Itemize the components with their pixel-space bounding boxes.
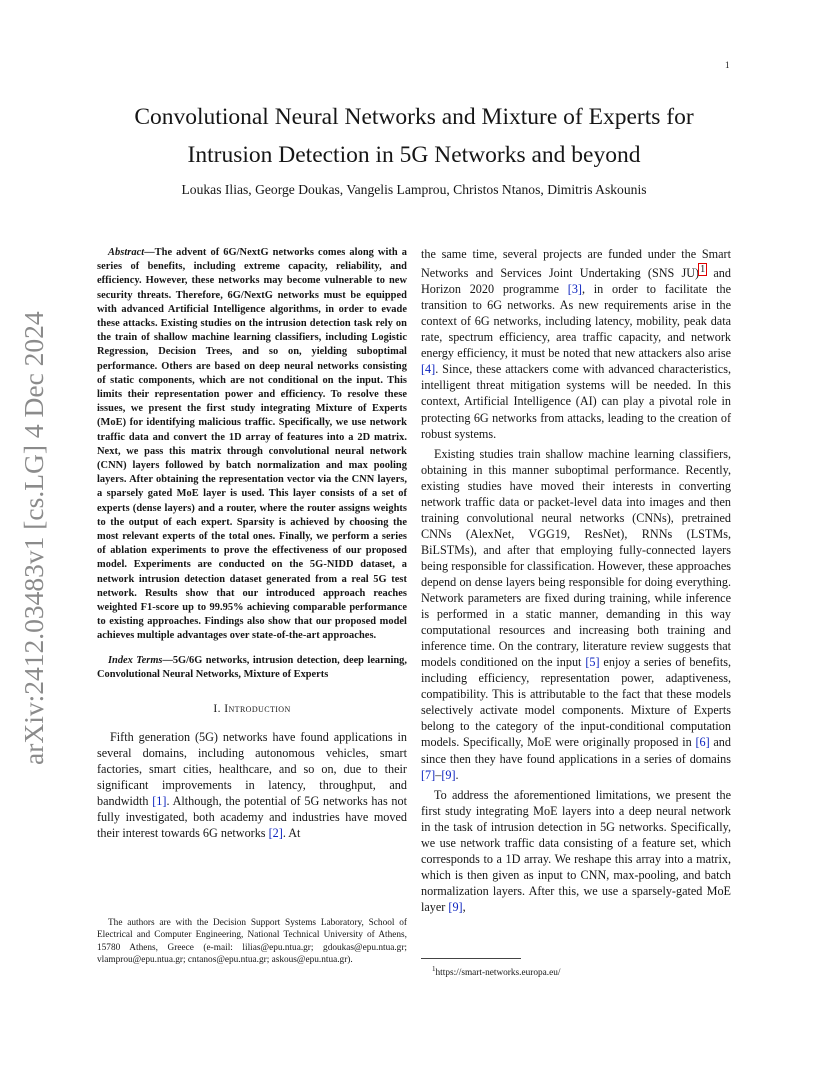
- abstract: [97, 246, 407, 644]
- citation-link[interactable]: [7]: [421, 767, 436, 782]
- author-list: Loukas Ilias, George Doukas, Vangelis Lamprou, Christos Ntanos, Dimitris Askounis: [181, 182, 647, 197]
- footnote-divider: [421, 958, 521, 959]
- title-line-1: Convolutional Neural Networks and Mixture of Experts for: [134, 104, 694, 130]
- footnote-url[interactable]: https://smart-networks.europa.eu/: [435, 968, 561, 979]
- right-column: [421, 246, 731, 915]
- citation-range-dash: –: [435, 767, 442, 782]
- citation-link[interactable]: [1]: [152, 794, 167, 809]
- citation-link[interactable]: [9]: [441, 767, 456, 782]
- index-terms: [97, 654, 407, 682]
- intro-text: and Horizon 2020 programme: [421, 266, 731, 297]
- intro-text: and since then they have found applications in a series of domains: [421, 735, 731, 766]
- abstract-text: —The advent of 6G/NextG networks comes along with a series of benefits, including extreme capacity, reliability, and efficiency. However, these networks may become vulnerable to new security threats. Therefore, 6G/NextG networks must be equipped with advanced Artificial Intelligence algorithms, in order to evade these attacks. Existing studies on the intrusion detection task rely on the train of shallow machine learning classifiers, including Logistic Regression, Decision Trees, and so on, yielding suboptimal performance. Others are based on deep neural networks consisting of static components, which are not conditional on the input. This limits their representation power and efficiency. To resolve these issues, we present the first study integrating Mixture of Experts (MoE) for identifying malicious traffic. Specifically, we use network traffic data and convert the 1D array of features into a 2D matrix. Next, we pass this matrix through convolutional neural network (CNN) layers followed by batch normalization and max pooling layers. After obtaining the representation vector via the CNN layers, a sparsely gated MoE layer is used. This layer consists of a set of experts (dense layers) and a router, where the router assigns weights to the output of each expert. Sparsity is achieved by choosing the most relevant experts of the total ones. Finally, we perform a series of ablation experiments to prove the effectiveness of our proposed model. Experiments are conducted on the 5G-NIDD dataset, a network intrusion detection dataset generated from a real 5G test network. Results show that our introduced approach reaches weighted F1-score up to 99.95% achieving comparable performance to existing approaches. Findings also show that our proposed model achieves multiple advantages over state-of-the-art approaches.: [97, 247, 407, 642]
- intro-text: . Although, the potential of 5G networks has not fully investigated, both academy and industries have moved their interest towards 6G networks: [97, 794, 408, 841]
- intro-text: . At: [282, 826, 301, 841]
- section-heading-introduction: [97, 702, 407, 715]
- title-line-2: Intrusion Detection in 5G Networks and beyond: [187, 142, 641, 168]
- section-number: I.: [213, 702, 221, 716]
- intro-text: enjoy a series of benefits, including efficiency, representation power, adaptiveness, compatibility. This is attributable to the fact that these models selectively activate model components. Mixture of Experts belong to the category of the input-conditional computation models. Specifically, MoE were originally proposed in: [421, 655, 731, 750]
- index-terms-label: Index Terms: [108, 654, 163, 666]
- intro-text: ,: [462, 899, 466, 914]
- intro-text: the same time, several projects are funded under the Smart Networks and Services Joint Undertaking (SNS JU): [421, 247, 731, 281]
- arxiv-identifier: arXiv:2412.03483v1 [cs.LG] 4 Dec 2024: [18, 311, 49, 765]
- index-terms-text: —5G/6G networks, intrusion detection, deep learning, Convolutional Neural Networks, Mixture of Experts: [97, 654, 407, 680]
- project-url-footnote: [432, 963, 560, 979]
- intro-text: . Since, these attackers come with advanced characteristics, intelligent threat mitigation systems will be needed. In this context, Artificial Intelligence (AI) can play a pivotal role in protecting 6G networks from attacks, leading to the creation of robust systems.: [421, 362, 731, 441]
- intro-paragraph-1: [97, 729, 407, 841]
- intro-text: Existing studies train shallow machine learning classifiers, obtaining in this manner suboptimal performance. Recently, existing studies have moved their interests in converting network traffic data or packet-level data into images and then training convolutional neural networks (CNNs), pretrained CNNs (AlexNet, VGG19, ResNet), RNNs (LSTMs, BiLSTMs), and after that employing fully-connected layers being responsible for classification. However, these approaches depend on dense layers being responsible for doing everything. Network parameters are fixed during training, while inference is performed in a static manner, demanding in this way computational resources and increasing both training and inference time. On the contrary, literature review suggests that models conditioned on the input: [421, 446, 731, 670]
- citation-link[interactable]: [3]: [567, 282, 582, 297]
- footnote-number: 1: [432, 965, 436, 973]
- left-column: [97, 246, 407, 841]
- footnote-marker[interactable]: 1: [700, 264, 706, 276]
- intro-text: .: [455, 767, 459, 782]
- author-affiliation-footnote: The authors are with the Decision Support Systems Laboratory, School of Electrical and Computer Engineering, National Technical University of Athens, 15780 Athens, Greece (e-mail: lilias@epu.ntua.gr; gdoukas@epu.ntua.gr; vlamprou@epu.ntua.gr; cntanos@epu.ntua.gr; askous@epu.ntua.gr).: [97, 918, 407, 966]
- citation-link[interactable]: [6]: [695, 735, 710, 750]
- intro-text: To address the aforementioned limitations, we present the first study integrating MoE layers into a deep neural network in the task of intrusion detection in 5G networks. Specifically, we use network traffic data consisting of a feature set, which corresponds to a 1D array. We reshape this array into a matrix, which is then given as input to CNN, max-pooling, and batch normalization layers. After this, we use a sparsely-gated MoE layer: [421, 787, 731, 914]
- intro-text: Fifth generation (5G) networks have found applications in several domains, including autonomous vehicles, smart factories, smart cities, healthcare, and so on, due to their significant improvements in latency, throughput, and bandwidth: [97, 730, 407, 809]
- intro-paragraph-3: [421, 787, 731, 915]
- citation-link[interactable]: [4]: [421, 362, 436, 377]
- citation-link[interactable]: [9]: [448, 899, 463, 914]
- page-number: 1: [725, 60, 730, 70]
- intro-text: , in order to facilitate the transition to 6G networks. As new requirements arise in the context of 6G networks, including latency, mobility, peak data rate, spectrum efficiency, area traffic capacity, and network energy efficiency, it must be noted that new attackers also arise: [421, 282, 731, 361]
- intro-paragraph-2: [421, 446, 731, 783]
- citation-link[interactable]: [5]: [585, 655, 600, 670]
- paper-title: [100, 98, 728, 174]
- section-title: Introduction: [224, 702, 291, 716]
- citation-link[interactable]: [2]: [268, 826, 283, 841]
- intro-paragraph-continued: [421, 246, 731, 442]
- abstract-label: Abstract: [108, 247, 145, 258]
